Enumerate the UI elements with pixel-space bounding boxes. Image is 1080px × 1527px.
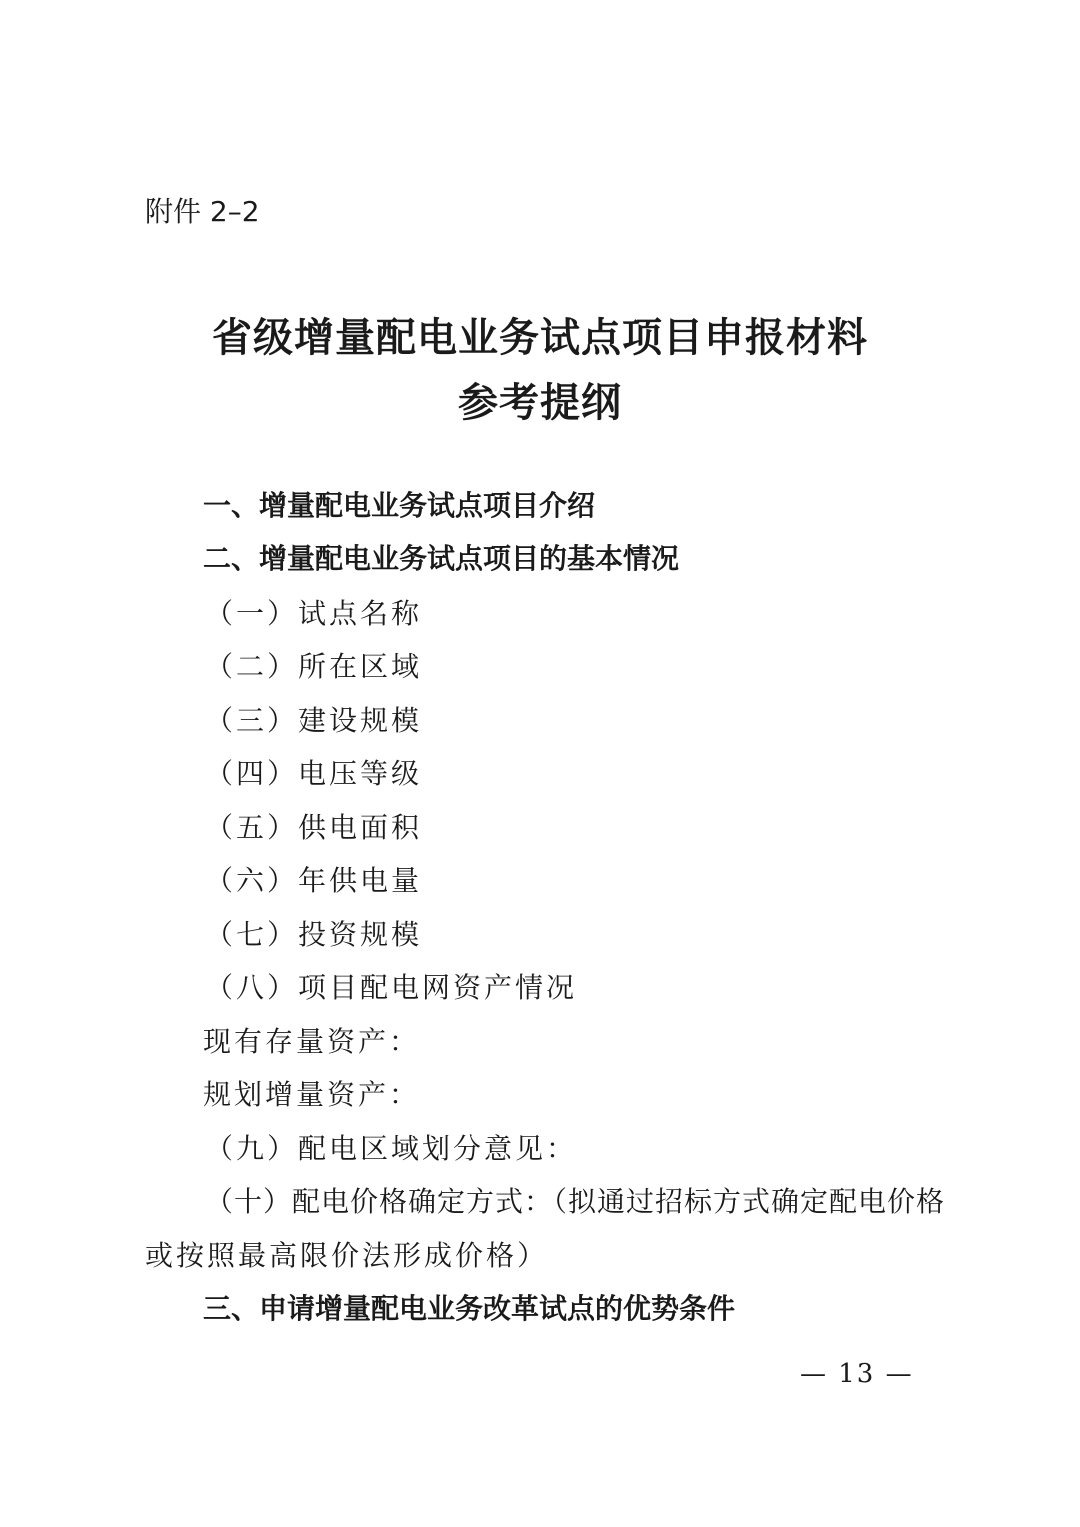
outline-item: （六）年供电量 — [205, 864, 423, 897]
section-heading-2: 二、增量配电业务试点项目的基本情况 — [203, 542, 680, 575]
attachment-label: 附件 2–2 — [145, 195, 260, 228]
outline-item: （七）投资规模 — [205, 918, 423, 951]
planned-assets-label: 规划增量资产： — [203, 1078, 421, 1111]
outline-item-continuation: 或按照最高限价法形成价格） — [145, 1239, 549, 1272]
page-number: — 13 — — [800, 1359, 914, 1389]
existing-assets-label: 现有存量资产： — [203, 1025, 421, 1058]
section-heading-3: 三、申请增量配电业务改革试点的优势条件 — [203, 1292, 736, 1325]
outline-item: （二）所在区域 — [205, 650, 423, 683]
outline-item: （五）供电面积 — [205, 811, 423, 844]
outline-item: （十）配电价格确定方式：（拟通过招标方式确定配电价格 — [205, 1185, 946, 1218]
outline-item: （三）建设规模 — [205, 704, 423, 737]
outline-item: （九）配电区域划分意见： — [205, 1132, 578, 1165]
outline-item: （一）试点名称 — [205, 597, 423, 630]
document-title: 省级增量配电业务试点项目申报材料 — [212, 314, 868, 361]
outline-item: （四）电压等级 — [205, 757, 423, 790]
document-subtitle: 参考提纲 — [458, 379, 622, 426]
section-heading-1: 一、增量配电业务试点项目介绍 — [203, 489, 596, 522]
outline-item: （八）项目配电网资产情况 — [205, 971, 578, 1004]
